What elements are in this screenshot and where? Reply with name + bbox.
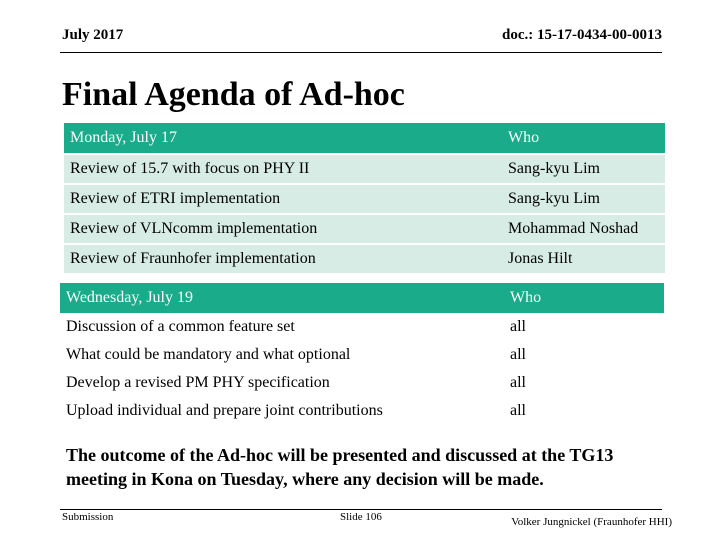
- footer-submission: Submission: [62, 511, 114, 523]
- agenda-who: Sang-kyu Lim: [502, 184, 665, 214]
- agenda-who: all: [504, 341, 664, 369]
- agenda-who: all: [504, 313, 664, 341]
- agenda-who: all: [504, 369, 664, 397]
- table-row: [60, 369, 664, 397]
- wednesday-heading: Wednesday, July 19: [60, 283, 504, 313]
- agenda-who: Mohammad Noshad: [502, 214, 665, 244]
- agenda-item: Review of Fraunhofer implementation: [64, 244, 502, 273]
- agenda-who: Jonas Hilt: [502, 244, 665, 273]
- wednesday-agenda-table: [60, 283, 664, 425]
- header-divider: [60, 52, 662, 53]
- monday-agenda-table: [64, 123, 665, 273]
- agenda-item: Review of VLNcomm implementation: [64, 214, 502, 244]
- table-row: [64, 154, 665, 184]
- agenda-item: What could be mandatory and what optional: [60, 341, 504, 369]
- table-row: [64, 244, 665, 273]
- wednesday-header-row: [60, 283, 664, 313]
- agenda-item: Review of ETRI implementation: [64, 184, 502, 214]
- footer-author: Volker Jungnickel (Fraunhofer HHI): [511, 516, 672, 528]
- header-doc-id: doc.: 15-17-0434-00-0013: [502, 27, 662, 43]
- slide-title: Final Agenda of Ad-hoc: [62, 76, 405, 113]
- agenda-who: all: [504, 397, 664, 425]
- table-row: [60, 397, 664, 425]
- agenda-item: Discussion of a common feature set: [60, 313, 504, 341]
- agenda-who: Sang-kyu Lim: [502, 154, 665, 184]
- outcome-statement: The outcome of the Ad-hoc will be presented and discussed at the TG13 meeting in Kona on Tuesday, where any decision will be made.: [66, 445, 614, 489]
- table-row: [60, 341, 664, 369]
- monday-header-row: [64, 123, 665, 154]
- table-row: [64, 214, 665, 244]
- wednesday-who-heading: Who: [504, 283, 664, 313]
- table-row: [64, 184, 665, 214]
- header-date: July 2017: [62, 27, 124, 43]
- table-row: [60, 313, 664, 341]
- footer-divider: [60, 509, 662, 510]
- agenda-item: Review of 15.7 with focus on PHY II: [64, 154, 502, 184]
- monday-heading: Monday, July 17: [64, 123, 502, 154]
- agenda-item: Upload individual and prepare joint contributions: [60, 397, 504, 425]
- footer-slide-number: Slide 106: [340, 511, 382, 523]
- monday-who-heading: Who: [502, 123, 665, 154]
- agenda-item: Develop a revised PM PHY specification: [60, 369, 504, 397]
